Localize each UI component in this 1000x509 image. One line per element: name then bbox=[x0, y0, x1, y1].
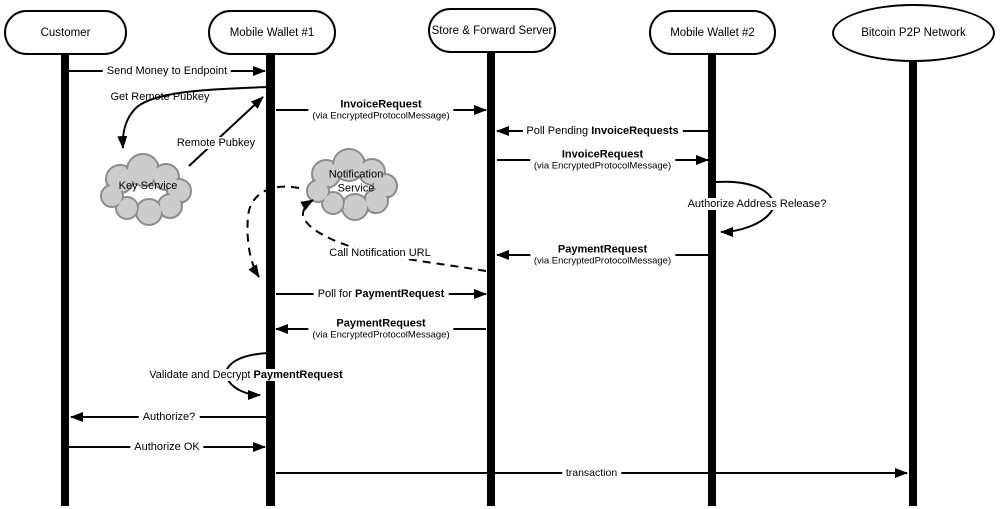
message-label bbox=[522, 125, 682, 137]
label-validate-decrypt bbox=[146, 369, 346, 381]
label-text-bold: PaymentRequest bbox=[253, 369, 343, 381]
message-text-bold: PaymentRequest bbox=[355, 288, 445, 300]
actor-mobile-wallet-2 bbox=[649, 10, 776, 55]
key-service-cloud-label: Key Service bbox=[118, 180, 178, 193]
label-authorize-address-release: Authorize Address Release? bbox=[685, 198, 830, 210]
message-title: InvoiceRequest bbox=[340, 98, 422, 111]
actor-label: Mobile Wallet #1 bbox=[229, 26, 315, 39]
remote-pubkey-arrow bbox=[189, 97, 263, 166]
message-label bbox=[530, 244, 675, 267]
message-label bbox=[530, 149, 675, 172]
message-title: PaymentRequest bbox=[336, 317, 426, 330]
arrowhead-right-icon bbox=[895, 468, 908, 478]
message-subtitle: (via EncryptedProtocolMessage) bbox=[533, 160, 672, 172]
actor-store-forward-server bbox=[428, 8, 556, 53]
message-title: InvoiceRequest bbox=[561, 148, 644, 161]
arrowhead-right-icon bbox=[474, 289, 487, 299]
notification-service-cloud-label bbox=[329, 168, 383, 196]
arrowhead-right-icon bbox=[253, 442, 266, 452]
arrowhead-left-icon bbox=[496, 126, 509, 136]
arrowhead-left-icon bbox=[70, 412, 83, 422]
notification-to-wallet-dashed-arrow bbox=[247, 187, 299, 277]
message-label bbox=[308, 99, 453, 122]
message-text-bold: InvoiceRequests bbox=[591, 125, 679, 137]
actor-bitcoin-p2p-network bbox=[832, 4, 995, 62]
cloud-label-line2: Service bbox=[337, 182, 375, 194]
actor-label: Mobile Wallet #2 bbox=[670, 26, 755, 39]
label-text: Validate and Decrypt bbox=[149, 369, 254, 381]
message-text: Poll Pending bbox=[526, 125, 592, 137]
message-subtitle: (via EncryptedProtocolMessage) bbox=[312, 110, 450, 122]
arrowhead-right-icon bbox=[474, 105, 487, 115]
message-label: Authorize? bbox=[139, 411, 200, 423]
message-title: PaymentRequest bbox=[557, 243, 648, 256]
message-label bbox=[308, 318, 453, 341]
message-label: Authorize OK bbox=[130, 441, 203, 453]
actor-label: Customer bbox=[40, 26, 91, 39]
arrowhead-left-icon bbox=[275, 324, 288, 334]
message-text: Poll for bbox=[317, 288, 356, 300]
message-subtitle: (via EncryptedProtocolMessage) bbox=[312, 329, 450, 341]
message-label: transaction bbox=[562, 467, 621, 479]
arrowhead-right-icon bbox=[253, 66, 266, 76]
cloud-label-line1: Notification bbox=[328, 168, 384, 181]
message-label bbox=[314, 288, 449, 300]
label-remote-pubkey: Remote Pubkey bbox=[174, 137, 258, 149]
label-call-notification-url: Call Notification URL bbox=[326, 247, 433, 259]
label-get-remote-pubkey: Get Remote Pubkey bbox=[110, 91, 210, 103]
actor-label: Store & Forward Server bbox=[431, 24, 553, 37]
message-label: Send Money to Endpoint bbox=[103, 65, 231, 77]
arrowhead-right-icon bbox=[696, 155, 709, 165]
message-subtitle: (via EncryptedProtocolMessage) bbox=[533, 255, 672, 267]
arrowhead-left-icon bbox=[496, 250, 509, 260]
actor-mobile-wallet-1 bbox=[208, 10, 336, 55]
actor-label: Bitcoin P2P Network bbox=[861, 27, 966, 39]
actor-customer bbox=[4, 10, 127, 55]
